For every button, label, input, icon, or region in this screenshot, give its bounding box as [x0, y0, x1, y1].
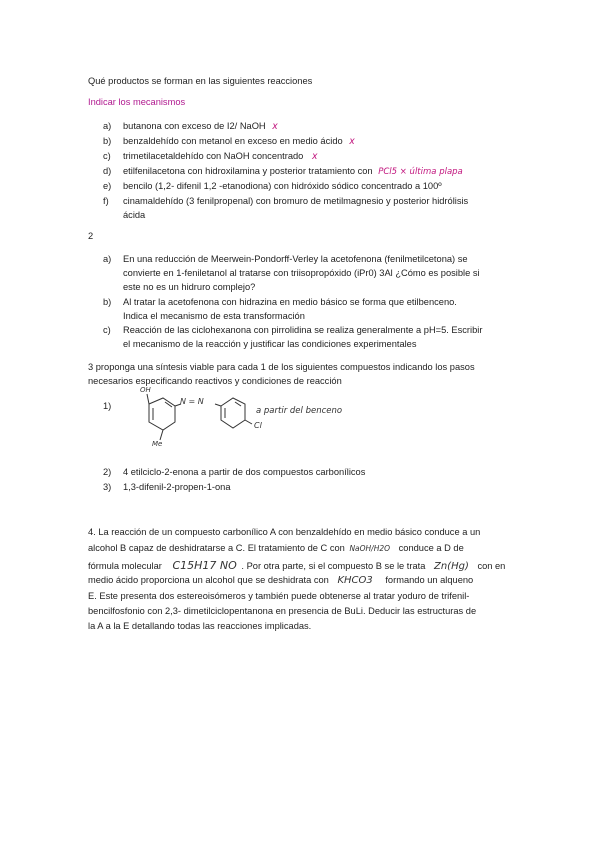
q4-line6: bencilfosfonio con 2,3- dimetilciclopentanona en presencia de BuLi. Deducir las estructuras de — [88, 606, 477, 616]
q1b-label: b) — [103, 136, 112, 146]
subheading-mechanisms: Indicar los mecanismos — [88, 97, 186, 107]
q1c-body: trimetilacetaldehído con NaOH concentrado — [123, 151, 304, 161]
q2b-line1: Al tratar la acetofenona con hidrazina en medio básico se forma que etilbenceno. — [123, 297, 457, 307]
q1c-text — [123, 151, 317, 162]
q4-line2 — [88, 543, 464, 553]
q4-line3 — [88, 559, 505, 572]
q1b-check-mark: x — [349, 136, 355, 147]
q1c-check-mark: x — [311, 151, 318, 162]
q1c-label: c) — [103, 151, 111, 161]
q4-line1: 4. La reacción de un compuesto carbonílico A con benzaldehído en medio básico conduce a un — [88, 527, 481, 537]
q3-item2-label: 2) — [103, 467, 112, 477]
q4-line3-formula: C15H17 NO — [172, 559, 237, 572]
q1f-text: cinamaldehído (3 fenilpropenal) con bromuro de metilmagnesio y posterior hidrólisis — [123, 196, 469, 206]
q4-line4-b: formando un alqueno — [385, 575, 474, 585]
q3-item2-text: 4 etilciclo-2-enona a partir de dos compuestos carbonílicos — [123, 467, 366, 477]
q2a-line2: convierte en 1-feniletanol al tratarse con triisopropóxido (iPr0) 3Al ¿Cómo es posible si — [123, 268, 480, 278]
azo-label-oh: OH — [140, 386, 151, 394]
q1d-body: etilfenilacetona con hidroxilamina y posterior tratamiento con — [123, 166, 373, 176]
q2c-line2: el mecanismo de la reacción y justificar las condiciones experimentales — [123, 339, 417, 349]
q4-line4 — [88, 575, 473, 586]
q4-line5: E. Este presenta dos estereoisómeros y también puede obtenerse al tratar yoduro de trifenil- — [88, 591, 470, 601]
q4-line2-b: conduce a D de — [398, 543, 464, 553]
q3-item1-label: 1) — [103, 401, 112, 411]
q2b-label: b) — [103, 297, 112, 307]
q4-line3-c: con en — [477, 561, 506, 571]
q4-line3-b: . Por otra parte, si el compuesto B se le trata — [241, 561, 426, 571]
q4-line2-handwritten: NaOH/H2O — [349, 544, 391, 553]
q1a-label: a) — [103, 121, 112, 131]
q2c-line1: Reacción de las ciclohexanona con pirrolidina se realiza generalmente a pH=5. Escribir — [123, 325, 483, 335]
q4-line2-a: alcohol B capaz de deshidratarse a C. El tratamiento de C con — [88, 543, 345, 553]
q2a-line1: En una reducción de Meerwein-Pondorff-Verley la acetofenona (fenilmetilcetona) se — [123, 254, 468, 264]
q3-item3-text: 1,3-difenil-2-propen-1-ona — [123, 482, 231, 492]
q2b-line2: Indica el mecanismo de esta transformación — [123, 311, 305, 321]
q1d-handwritten-note: PCl5 × última plapa — [378, 167, 463, 177]
q1a-text — [123, 121, 278, 132]
q1b-text — [123, 136, 355, 147]
q2a-line3: este no es un hidruro complejo? — [123, 282, 256, 292]
q2-number: 2 — [88, 231, 94, 241]
q1d-label: d) — [103, 166, 112, 176]
q4-line3-handwritten: Zn(Hg) — [433, 561, 469, 572]
q3-item3-label: 3) — [103, 482, 112, 492]
q1a-body: butanona con exceso de I2/ NaOH — [123, 121, 266, 131]
q3-line1: 3 proponga una síntesis viable para cada 1 de los siguientes compuestos indicando los pasos — [88, 362, 475, 372]
q4-line3-a: fórmula molecular — [88, 561, 162, 571]
q1f-label: f) — [103, 196, 109, 206]
azo-label-nn: N = N — [180, 397, 204, 406]
page-heading: Qué productos se forman en las siguientes reacciones — [88, 76, 313, 86]
azo-label-cl: Cl — [254, 421, 262, 430]
q1e-text: bencilo (1,2- difenil 1,2 -etanodiona) con hidróxido sódico concentrado a 100º — [123, 181, 442, 191]
q1d-text — [123, 166, 463, 177]
q2c-label: c) — [103, 325, 111, 335]
q4-line4-handwritten: KHCO3 — [337, 575, 373, 586]
q4-line7: la A a la E detallando todas las reacciones implicadas. — [88, 621, 312, 631]
q2a-label: a) — [103, 254, 112, 264]
q1f-text-cont: ácida — [123, 210, 146, 220]
q3-handwritten-note: a partir del benceno — [256, 406, 343, 416]
q3-line2: necesarios especificando reactivos y condiciones de reacción — [88, 376, 342, 386]
q4-line4-a: medio ácido proporciona un alcohol que se deshidrata con — [88, 575, 329, 585]
q1b-body: benzaldehído con metanol en exceso en medio ácido — [123, 136, 343, 146]
q1e-label: e) — [103, 181, 112, 191]
azo-label-me: Me — [152, 440, 163, 448]
q1a-check-mark: x — [272, 121, 278, 132]
